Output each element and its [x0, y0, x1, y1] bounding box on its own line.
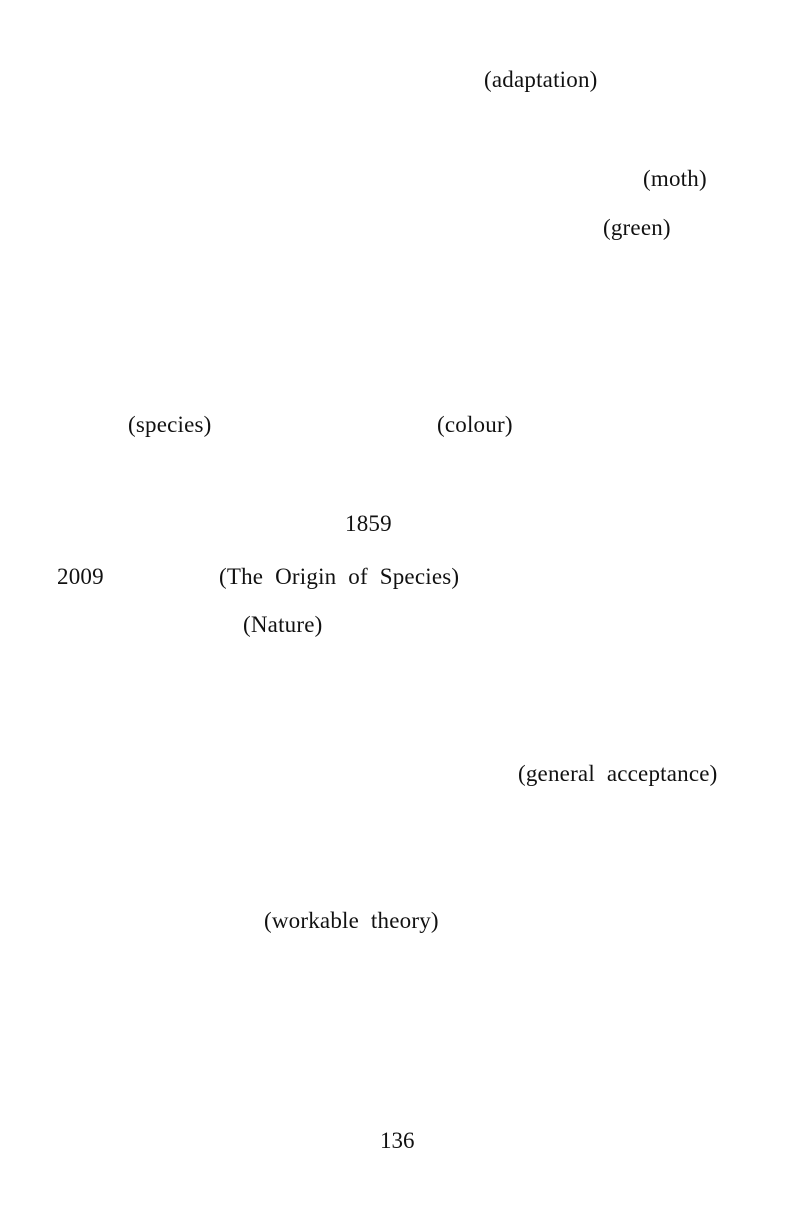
term-general-acceptance: (general acceptance) — [518, 761, 718, 786]
year-2009: 2009 — [57, 564, 104, 589]
term-species: (species) — [128, 412, 212, 437]
term-adaptation: (adaptation) — [484, 67, 598, 92]
term-nature: (Nature) — [243, 612, 323, 637]
term-colour: (colour) — [437, 412, 513, 437]
term-workable-theory: (workable theory) — [264, 908, 439, 933]
page-number: 136 — [380, 1128, 415, 1153]
term-origin-of-species: (The Origin of Species) — [219, 564, 460, 589]
year-1859: 1859 — [345, 511, 392, 536]
term-green: (green) — [603, 215, 671, 240]
term-moth: (moth) — [643, 166, 707, 191]
